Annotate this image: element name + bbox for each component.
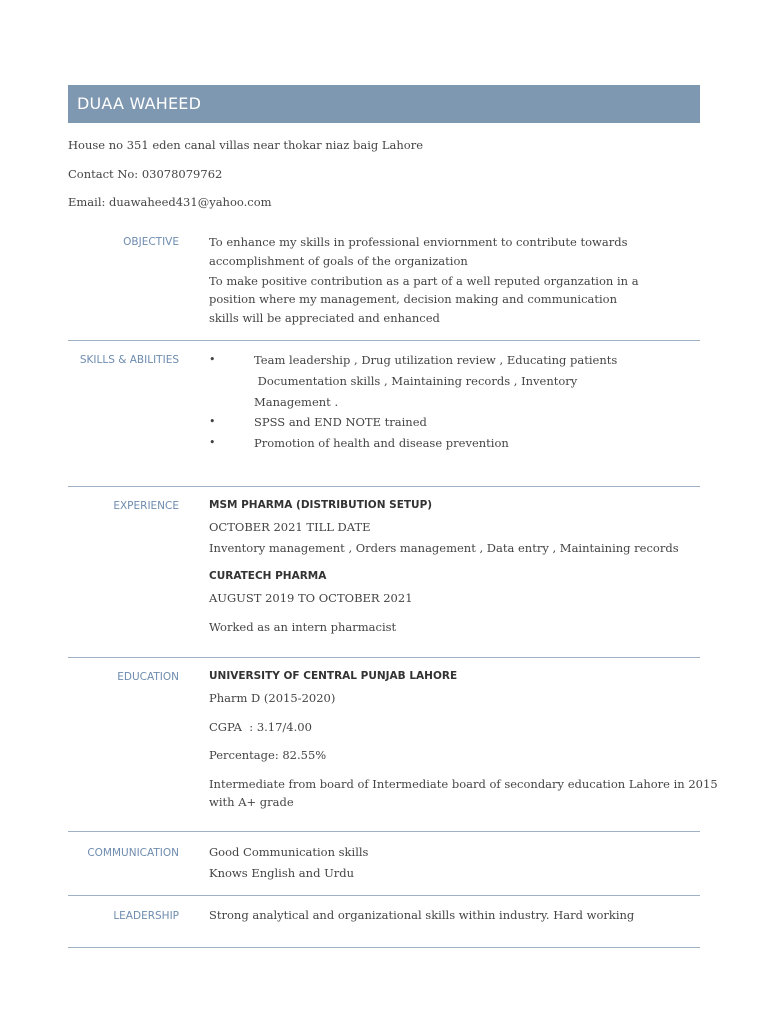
bullet: •: [209, 353, 216, 366]
leadership-label: LEADERSHIP: [113, 910, 179, 922]
address: House no 351 eden canal villas near thokar niaz baig Lahore: [68, 138, 424, 152]
skill-item-2: SPSS and END NOTE trained: [254, 415, 427, 429]
experience-label: EXPERIENCE: [113, 500, 179, 512]
candidate-name: DUAA WAHEED: [77, 94, 202, 113]
job-2-description: Worked as an intern pharmacist: [209, 620, 397, 634]
section-divider: [68, 486, 700, 487]
objective-line-1: To enhance my skills in professional enviornment to contribute towards: [209, 235, 628, 249]
communication-line-2: Knows English and Urdu: [209, 866, 355, 880]
bullet: •: [209, 415, 216, 428]
objective-line-5: skills will be appreciated and enhanced: [209, 311, 440, 325]
job-1-company: MSM PHARMA (DISTRIBUTION SETUP): [209, 499, 433, 511]
email: Email: duawaheed431@yahoo.com: [68, 195, 272, 209]
education-degree: Pharm D (2015-2020): [209, 691, 336, 705]
education-intermediate-cont: with A+ grade: [209, 795, 294, 809]
objective-line-3: To make positive contribution as a part of a well reputed organzation in a: [209, 274, 639, 288]
section-divider: [68, 831, 700, 832]
bullet: •: [209, 436, 216, 449]
phone: Contact No: 03078079762: [68, 167, 223, 181]
education-cgpa: CGPA : 3.17/4.00: [209, 720, 312, 734]
skills-label: SKILLS & ABILITIES: [79, 354, 179, 366]
skill-item-3: Promotion of health and disease prevention: [254, 436, 509, 450]
skill-item-1-cont-2: Management .: [254, 395, 339, 409]
section-divider: [68, 895, 700, 896]
objective-label: OBJECTIVE: [123, 236, 179, 248]
objective-line-4: position where my management, decision making and communication: [209, 292, 618, 306]
job-2-company: CURATECH PHARMA: [209, 570, 327, 582]
education-percentage: Percentage: 82.55%: [209, 748, 327, 762]
education-intermediate: Intermediate from board of Intermediate board of secondary education Lahore in 2015: [209, 777, 718, 791]
name-header-bar: [68, 85, 700, 123]
skill-item-1-cont: Documentation skills , Maintaining records , Inventory: [254, 374, 578, 388]
job-1-dates: OCTOBER 2021 TILL DATE: [209, 520, 371, 534]
job-2-dates: AUGUST 2019 TO OCTOBER 2021: [209, 591, 413, 605]
skill-item-1: Team leadership , Drug utilization review , Educating patients: [254, 353, 618, 367]
education-label: EDUCATION: [117, 671, 179, 683]
education-school: UNIVERSITY OF CENTRAL PUNJAB LAHORE: [209, 670, 458, 682]
section-divider: [68, 947, 700, 948]
section-divider: [68, 657, 700, 658]
section-divider: [68, 340, 700, 341]
communication-line-1: Good Communication skills: [209, 845, 369, 859]
leadership-text: Strong analytical and organizational skills within industry. Hard working: [209, 908, 635, 922]
objective-line-2: accomplishment of goals of the organization: [209, 254, 468, 268]
job-1-description: Inventory management , Orders management , Data entry , Maintaining records: [209, 541, 679, 555]
communication-label: COMMUNICATION: [87, 847, 179, 859]
